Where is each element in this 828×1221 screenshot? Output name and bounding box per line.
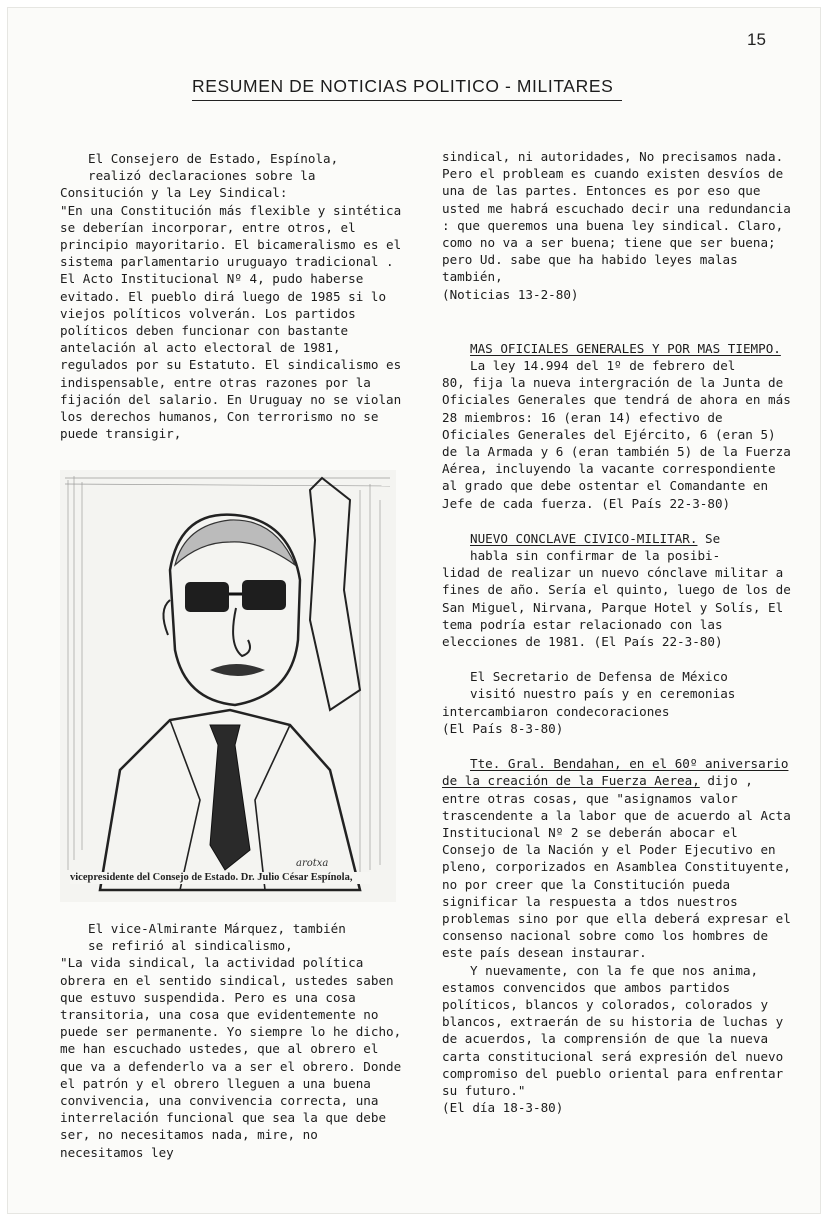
mexico-source: (El País 8-3-80) bbox=[442, 720, 564, 736]
oficiales-heading-text: MAS OFICIALES GENERALES Y POR MAS TIEMPO. bbox=[470, 340, 781, 356]
conclave-heading-text: NUEVO CONCLAVE CIVICO-MILITAR. bbox=[470, 530, 698, 546]
bendahan-source: (El día 18-3-80) bbox=[442, 1100, 564, 1116]
page-title: RESUMEN DE NOTICIAS POLITICO - MILITARES bbox=[192, 76, 622, 101]
espinola-intro-line-2: realizó declaraciones sobre la bbox=[88, 168, 316, 184]
bendahan-heading: Tte. Gral. Bendahan, en el 60º aniversario de la creación de la Fuerza Aerea, bbox=[442, 756, 789, 789]
mexico-body: intercambiaron condecoraciones bbox=[442, 703, 670, 719]
marquez-intro-line-1: El vice-Almirante Márquez, también bbox=[88, 921, 346, 936]
oficiales-line-1: La ley 14.994 del 1º de febrero del bbox=[470, 358, 736, 374]
marquez-article bbox=[60, 920, 405, 1161]
bendahan-paragraph bbox=[442, 755, 797, 961]
caricature-image bbox=[60, 470, 396, 902]
marquez-quote-continued: sindical, ni autoridades, No precisamos nada. Pero el probleam es cuando existen desvíos de una de las partes. Entonces es por eso que usted me habrá escuchado decir una redundancia : que queremos una buena ley sindical. Claro, como no va a ser buena; tiene que ser buena; pero Ud. sabe que ha habido leyes malas también, bbox=[442, 149, 791, 285]
mexico-line-1: El Secretario de Defensa de México bbox=[470, 669, 728, 685]
bendahan-continued: Y nuevamente, con la fe que nos anima, estamos convencidos que ambos partidos políticos, blancos y colorados, colorados y blancos, extraerán de su historia de luchas y de acuerdos, la comprensión de que la nueva carta constitucional será expresión del nuevo compromiso del pueblo oriental para enfrentar su futuro." bbox=[442, 962, 784, 1098]
mexico-line-2: visitó nuestro país y en ceremonias bbox=[470, 686, 736, 702]
conclave-heading-tail: Se bbox=[697, 530, 721, 546]
artist-signature: arotxa bbox=[296, 858, 329, 869]
espinola-article bbox=[60, 150, 405, 442]
espinola-intro-line-1: El Consejero de Estado, Espínola, bbox=[88, 151, 339, 166]
bendahan-body: dijo , entre otras cosas, que "asignamos valor trascendente a la labor que de acuerdo al Acta Institucional Nº 2 se deberán abocar el Consejo de la Nación y el Poder Ejecutivo en pleno, corporizados en Asamblea Constituyente, no por creer que la Constitución pueda significar la respuesta a tdos nuestros problemas sino por que ella deberá expresar el consenso nacional sobre como los hombres de este país desean instaurar. bbox=[442, 773, 791, 961]
espinola-quote: "En una Constitución más flexible y sintética se deberían incorporar, entre otros, el principio mayoritario. El bicameralismo es el sistema parlamentario uruguayo tradicional . El Acto Institucional Nº 4, pudo haberse evitado. El pueblo dirá luego de 1985 si lo viejos políticos volverán. Los partidos políticos deben funcionar con bastante antelación al acto electoral de 1981, regulados por su Estatuto. El sindicalismo es indispensable, entre otras razones por la fijación del salario. En Uruguay no se violan los derechos humanos, Con terrorismo no se puede transigir, bbox=[60, 202, 402, 442]
conclave-heading bbox=[442, 530, 797, 547]
oficiales-body: 80, fija la nueva intergración de la Junta de Oficiales Generales que tendrá de ahora en más 28 miembros: 16 (eran 14) efectivo de Oficiales Generales del Ejército, 6 (eran 5) de la Armada y 6 (eran también 5) de la Fuerza Aérea, incluyendo la vacante correspondiente al grado que debe ostentar el Comandante en Jefe de cada fuerza. (El País 22-3-80) bbox=[442, 375, 791, 511]
marquez-source: (Noticias 13-2-80) bbox=[442, 286, 579, 302]
espinola-intro-line-3: Consitución y la Ley Sindical: bbox=[60, 185, 288, 201]
right-column bbox=[442, 148, 797, 1116]
caricature-caption: vicepresidente del Consejo de Estado. Dr. Julio César Espínola, bbox=[70, 872, 370, 884]
caricature-drawing bbox=[60, 470, 396, 902]
conclave-body: lidad de realizar un nuevo cónclave militar a fines de año. Sería el quinto, luego de los de San Miguel, Nirvana, Parque Hotel y Solís, El tema podría estar relacionado con las elecciones de 1981. (El País 22-3-80) bbox=[442, 565, 791, 650]
marquez-quote: "La vida sindical, la actividad política obrera en el sentido sindical, ustedes saben que estuvo suspendida. Pero es una cosa transitoria, una cosa que evidentemente no puede ser permanente. Yo siempre lo he dicho, me han escuchado ustedes, que al obrero el que va a defenderlo va a ser el obrero. Donde el patrón y el obrero lleguen a una buena convivencia, una convivencia correcta, una interrelación funcional que sea la que debe ser, no necesitamos nada, mire, no necesitamos ley bbox=[60, 955, 402, 1160]
marquez-intro-line-2: se refirió al sindicalismo, bbox=[88, 938, 293, 954]
oficiales-heading bbox=[442, 340, 797, 357]
page-number: 15 bbox=[747, 30, 766, 49]
conclave-line-2: habla sin confirmar de la posibi- bbox=[470, 548, 721, 564]
